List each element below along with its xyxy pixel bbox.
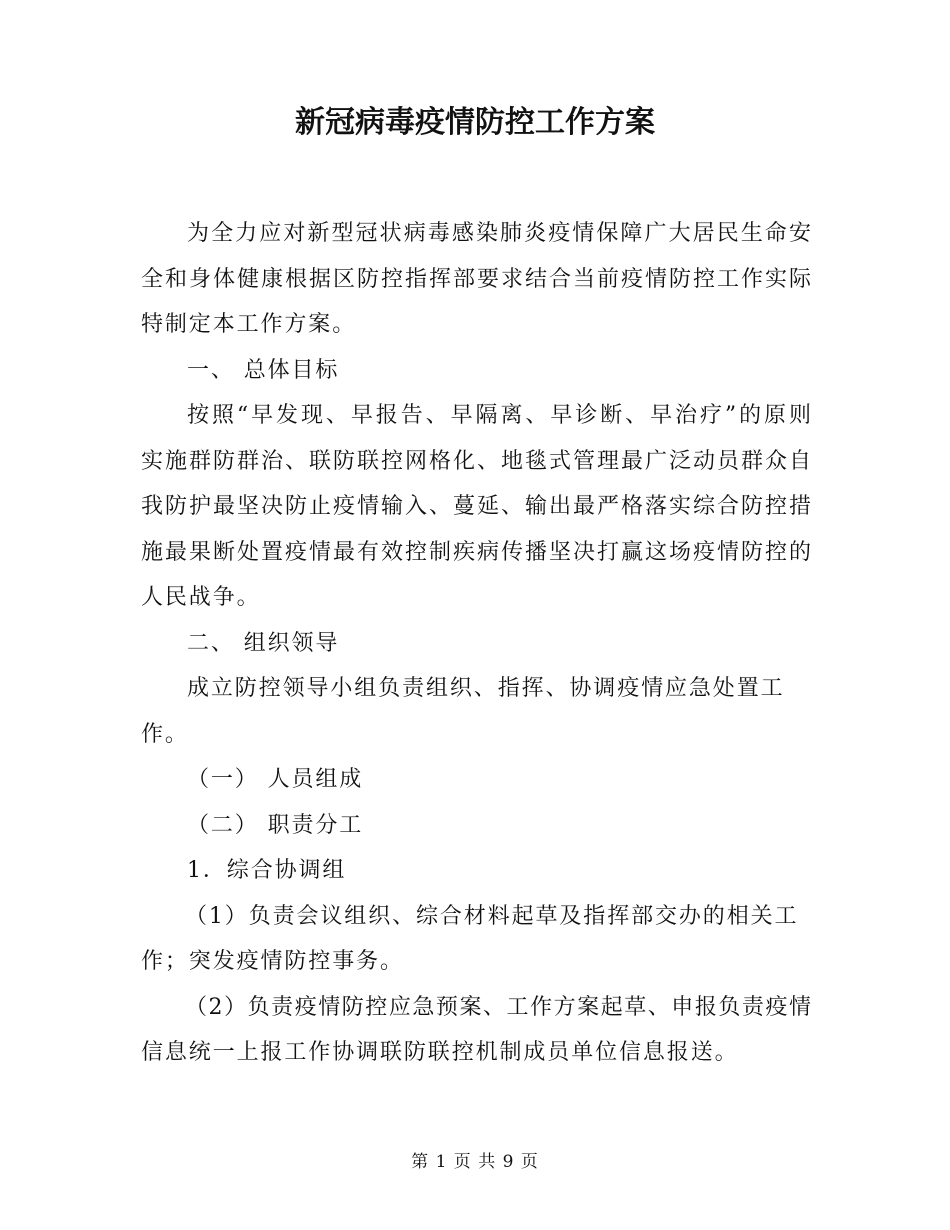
subsection-heading-personnel: （一） 人员组成	[187, 767, 364, 792]
document-body	[141, 211, 811, 1076]
body-line: 全和身体健康根据区防控指挥部要求结合当前疫情防控工作实际	[141, 266, 811, 292]
body-line: 成立防控领导小组负责组织、指挥、协调疫情应急处置工	[187, 676, 785, 701]
body-line: （2）负责疫情防控应急预案、工作方案起草、申报负责疫情	[185, 994, 811, 1020]
page-number-footer: 第 1 页 共 9 页	[411, 1152, 539, 1172]
body-line: 特制定本工作方案。	[141, 312, 357, 337]
document-title: 新冠病毒疫情防控工作方案	[295, 105, 655, 140]
body-line: 施最果断处置疫情最有效控制疾病传播坚决打赢这场疫情防控的	[141, 539, 811, 565]
body-line: 实施群防群治、联防联控网格化、地毯式管理最广泛动员群众自	[141, 448, 811, 474]
body-line: 信息统一上报工作协调联防联控机制成员单位信息报送。	[141, 1040, 739, 1065]
group-heading-coordination: 1．综合协调组	[187, 858, 347, 883]
body-line: 按照“早发现、早报告、早隔离、早诊断、早治疗”的原则	[187, 403, 811, 428]
body-line: 作。	[141, 721, 189, 747]
section-heading-overall-goal: 一、 总体目标	[187, 357, 340, 383]
body-line: 作；突发疫情防控事务。	[141, 949, 404, 974]
body-line: 我防护最坚决防止疫情输入、蔓延、输出最严格落实综合防控措	[141, 494, 811, 519]
section-heading-organization: 二、 组织领导	[187, 630, 340, 656]
body-line: （1）负责会议组织、综合材料起草及指挥部交办的相关工	[185, 903, 799, 929]
subsection-heading-duties: （二） 职责分工	[187, 812, 364, 838]
body-line: 为全力应对新型冠状病毒感染肺炎疫情保障广大居民生命安	[187, 221, 811, 246]
body-line: 人民战争。	[141, 585, 261, 610]
